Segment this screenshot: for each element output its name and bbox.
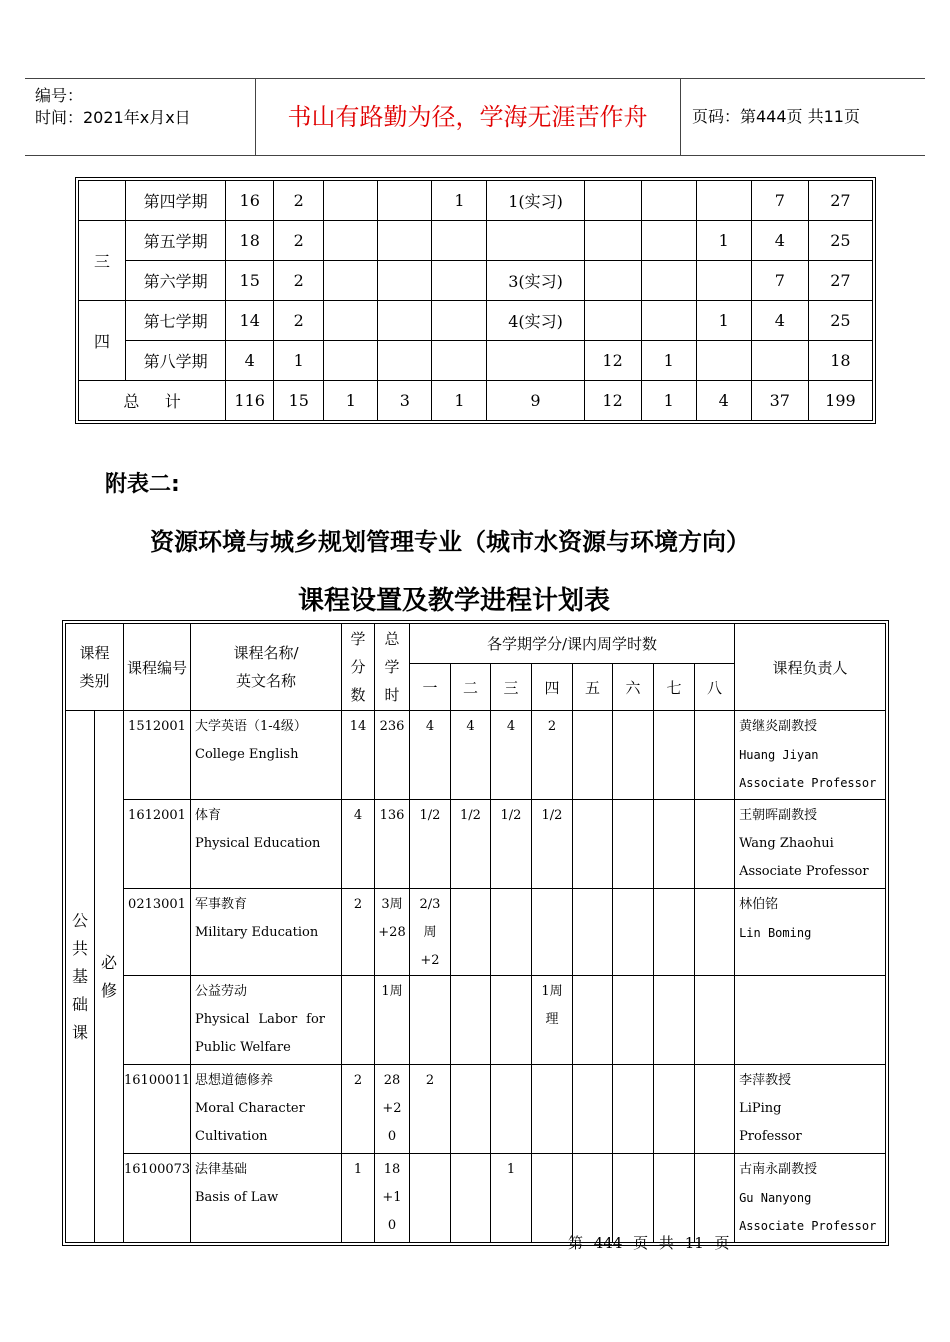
table-row (66, 800, 886, 889)
course-teacher: 林伯铭 Lin Boming (735, 889, 886, 976)
value-cell (432, 221, 487, 261)
term-header: 三 (491, 664, 532, 711)
value-cell (378, 261, 432, 301)
header-terms: 各学期学分/课内周学时数 (410, 624, 735, 664)
total-cell: 4 (696, 381, 751, 421)
course-hours: 3周+28 (375, 889, 410, 976)
total-cell: 37 (751, 381, 808, 421)
term-value: 1/2 (410, 800, 451, 889)
term-value (654, 800, 695, 889)
value-cell: 3(实习) (487, 261, 584, 301)
value-cell: 4 (751, 221, 808, 261)
value-cell: 16 (226, 181, 274, 221)
course-code: 0213001 (124, 889, 191, 976)
term-cell: 第六学期 (126, 261, 226, 301)
term-cell: 第五学期 (126, 221, 226, 261)
value-cell (378, 221, 432, 261)
value-cell (584, 181, 641, 221)
page-subtitle: 课程设置及教学进程计划表 (297, 586, 610, 616)
value-cell (432, 341, 487, 381)
table-row (79, 341, 873, 381)
term-value (613, 976, 654, 1065)
total-cell: 12 (584, 381, 641, 421)
course-hours: 136 (375, 800, 410, 889)
term-value (613, 711, 654, 800)
total-cell: 3 (378, 381, 432, 421)
year-cell: 四 (79, 301, 126, 381)
table-row (66, 711, 886, 800)
total-cell: 15 (274, 381, 324, 421)
value-cell (487, 341, 584, 381)
total-label: 总 计 (79, 381, 226, 421)
value-cell (641, 221, 696, 261)
term-value: 2 (532, 711, 573, 800)
term-value: 1 (491, 1154, 532, 1243)
value-cell: 2 (274, 261, 324, 301)
course-name: 体育 Physical Education (191, 800, 342, 889)
time-label: 时间：2021年x月x日 (35, 108, 191, 127)
required-cell: 必修 (95, 711, 124, 1243)
term-value: 2 (410, 1065, 451, 1154)
header-category: 课程类别 (66, 624, 124, 711)
value-cell: 25 (808, 301, 872, 341)
total-cell: 1 (641, 381, 696, 421)
course-teacher: 王朝晖副教授 Wang Zhaohui Associate Professor (735, 800, 886, 889)
term-value (613, 1154, 654, 1243)
term-value: 4 (410, 711, 451, 800)
value-cell: 14 (226, 301, 274, 341)
value-cell (378, 301, 432, 341)
course-hours: 1周 (375, 976, 410, 1065)
term-header: 八 (695, 664, 735, 711)
value-cell (378, 181, 432, 221)
value-cell (432, 301, 487, 341)
year-cell: 三 (79, 221, 126, 301)
header-name: 课程名称/ 英文名称 (191, 624, 342, 711)
course-teacher (735, 976, 886, 1065)
term-value (695, 800, 735, 889)
term-value (573, 889, 613, 976)
course-code: 1512001 (124, 711, 191, 800)
value-cell: 2 (274, 221, 324, 261)
course-teacher: 古南永副教授 Gu Nanyong Associate Professor (735, 1154, 886, 1243)
term-value (410, 976, 451, 1065)
total-row (79, 381, 873, 421)
table-row (79, 261, 873, 301)
course-code: 16100011 (124, 1065, 191, 1154)
term-value (613, 889, 654, 976)
category-cell: 公共基础课 (66, 711, 95, 1243)
header-teacher: 课程负责人 (735, 624, 886, 711)
value-cell (584, 221, 641, 261)
term-cell: 第七学期 (126, 301, 226, 341)
term-value: 1周理 (532, 976, 573, 1065)
course-name: 法律基础 Basis of Law (191, 1154, 342, 1243)
course-code: 16100073 (124, 1154, 191, 1243)
term-value (451, 1065, 491, 1154)
term-value (695, 1154, 735, 1243)
value-cell (324, 221, 378, 261)
header-code: 课程编号 (124, 624, 191, 711)
value-cell: 1 (274, 341, 324, 381)
header-hours: 总学时 (375, 624, 410, 711)
term-value (491, 1065, 532, 1154)
term-value: 4 (491, 711, 532, 800)
course-credit: 4 (342, 800, 375, 889)
table-row (66, 889, 886, 976)
term-header: 七 (654, 664, 695, 711)
value-cell (324, 341, 378, 381)
value-cell (324, 181, 378, 221)
course-table (65, 623, 886, 1243)
course-credit (342, 976, 375, 1065)
table-row (79, 301, 873, 341)
term-value (573, 1154, 613, 1243)
summary-table (78, 180, 873, 421)
header-info (25, 79, 256, 155)
value-cell (324, 301, 378, 341)
term-value (695, 889, 735, 976)
value-cell (641, 261, 696, 301)
value-cell: 4 (751, 301, 808, 341)
value-cell (641, 301, 696, 341)
course-name: 思想道德修养 Moral Character Cultivation (191, 1065, 342, 1154)
value-cell: 4 (226, 341, 274, 381)
term-value (654, 1065, 695, 1154)
term-value (613, 1065, 654, 1154)
term-value (654, 976, 695, 1065)
header-credit: 学分数 (342, 624, 375, 711)
course-hours: 18+10 (375, 1154, 410, 1243)
term-value (451, 976, 491, 1065)
term-value: 2/3周+2 (410, 889, 451, 976)
course-credit: 1 (342, 1154, 375, 1243)
header-row (66, 624, 886, 664)
term-value (695, 1065, 735, 1154)
term-value (573, 976, 613, 1065)
value-cell: 1 (432, 181, 487, 221)
term-value (532, 1065, 573, 1154)
course-credit: 14 (342, 711, 375, 800)
value-cell: 27 (808, 181, 872, 221)
course-teacher: 黄继炎副教授 Huang Jiyan Associate Professor (735, 711, 886, 800)
value-cell: 1 (696, 221, 751, 261)
page-footer: 第 444 页 共 11 页 (568, 1234, 730, 1252)
value-cell: 7 (751, 261, 808, 301)
term-value (573, 800, 613, 889)
term-value (695, 711, 735, 800)
value-cell (584, 301, 641, 341)
term-value: 1/2 (451, 800, 491, 889)
term-cell: 第四学期 (126, 181, 226, 221)
page-title: 资源环境与城乡规划管理专业（城市水资源与环境方向） (150, 528, 750, 556)
serial-label: 编号： (35, 86, 84, 105)
course-name: 军事教育 Military Education (191, 889, 342, 976)
course-hours: 28+20 (375, 1065, 410, 1154)
value-cell (584, 261, 641, 301)
value-cell (696, 181, 751, 221)
value-cell: 7 (751, 181, 808, 221)
course-hours: 236 (375, 711, 410, 800)
year-cell (79, 181, 126, 221)
table-row (79, 181, 873, 221)
term-value (573, 711, 613, 800)
course-teacher: 李萍教授 LiPing Professor (735, 1065, 886, 1154)
term-header: 四 (532, 664, 573, 711)
header-motto: 书山有路勤为径，学海无涯苦作舟 (255, 79, 681, 155)
value-cell (324, 261, 378, 301)
term-cell: 第八学期 (126, 341, 226, 381)
term-value: 1/2 (491, 800, 532, 889)
value-cell (696, 341, 751, 381)
value-cell: 25 (808, 221, 872, 261)
appendix-label: 附表二: (105, 472, 180, 497)
value-cell: 15 (226, 261, 274, 301)
table-row (66, 976, 886, 1065)
value-cell: 2 (274, 301, 324, 341)
value-cell (378, 341, 432, 381)
total-cell: 1 (432, 381, 487, 421)
total-cell: 116 (226, 381, 274, 421)
course-code (124, 976, 191, 1065)
term-value (532, 889, 573, 976)
course-name: 大学英语（1-4级） College English (191, 711, 342, 800)
term-value: 4 (451, 711, 491, 800)
value-cell: 4(实习) (487, 301, 584, 341)
value-cell (696, 261, 751, 301)
total-cell: 199 (808, 381, 872, 421)
value-cell: 1 (641, 341, 696, 381)
value-cell (641, 181, 696, 221)
course-code: 1612001 (124, 800, 191, 889)
term-value (491, 889, 532, 976)
table-row (66, 1154, 886, 1243)
term-value (573, 1065, 613, 1154)
value-cell: 18 (808, 341, 872, 381)
term-value (695, 976, 735, 1065)
term-value (654, 1154, 695, 1243)
term-header: 五 (573, 664, 613, 711)
page-header (25, 78, 925, 156)
table-row (79, 221, 873, 261)
term-value (451, 889, 491, 976)
term-header: 二 (451, 664, 491, 711)
value-cell (751, 341, 808, 381)
term-header: 六 (613, 664, 654, 711)
term-value (491, 976, 532, 1065)
term-value (613, 800, 654, 889)
course-name: 公益劳动 Physical Labor for Public Welfare (191, 976, 342, 1065)
total-cell: 9 (487, 381, 584, 421)
value-cell: 1 (696, 301, 751, 341)
value-cell: 1(实习) (487, 181, 584, 221)
term-value (532, 1154, 573, 1243)
term-header: 一 (410, 664, 451, 711)
value-cell: 27 (808, 261, 872, 301)
term-value: 1/2 (532, 800, 573, 889)
value-cell: 2 (274, 181, 324, 221)
course-credit: 2 (342, 889, 375, 976)
term-value (410, 1154, 451, 1243)
value-cell (487, 221, 584, 261)
term-value (451, 1154, 491, 1243)
value-cell: 18 (226, 221, 274, 261)
term-value (654, 711, 695, 800)
term-value (654, 889, 695, 976)
value-cell: 12 (584, 341, 641, 381)
header-page-label: 页码：第444页 共11页 (692, 107, 860, 126)
course-credit: 2 (342, 1065, 375, 1154)
total-cell: 1 (324, 381, 378, 421)
table-row (66, 1065, 886, 1154)
value-cell (432, 261, 487, 301)
